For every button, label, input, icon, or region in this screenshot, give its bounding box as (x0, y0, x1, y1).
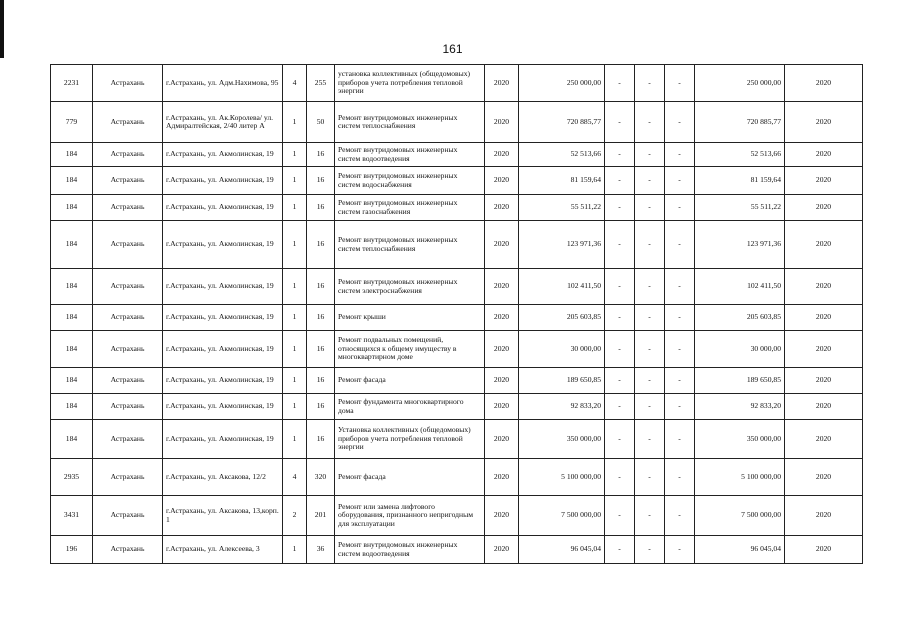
cell-work-type: Ремонт фундамента многоквартирного дома (335, 394, 485, 420)
cell-work-type: Ремонт внутридомовых инженерных систем теплоснабжения (335, 102, 485, 143)
cell-year: 2020 (485, 143, 519, 167)
cell-year: 2020 (485, 536, 519, 564)
cell-fund-cost: 720 885,77 (695, 102, 785, 143)
cell-year: 2020 (485, 269, 519, 305)
cell-source-local: - (665, 459, 695, 496)
cell-source-federal: - (605, 269, 635, 305)
cell-fund-cost: 92 833,20 (695, 394, 785, 420)
cell-total-cost: 250 000,00 (519, 65, 605, 102)
cell-row-id: 184 (51, 305, 93, 331)
cell-source-regional: - (635, 65, 665, 102)
table-row (51, 368, 863, 394)
cell-row-id: 3431 (51, 496, 93, 536)
cell-year: 2020 (485, 102, 519, 143)
table-row (51, 536, 863, 564)
cell-city: Астрахань (93, 143, 163, 167)
cell-fund-cost: 250 000,00 (695, 65, 785, 102)
cell-source-federal: - (605, 420, 635, 459)
cell-source-local: - (665, 143, 695, 167)
cell-row-id: 184 (51, 368, 93, 394)
cell-source-regional: - (635, 102, 665, 143)
cell-completion-year: 2020 (785, 195, 863, 221)
cell-address: г.Астрахань, ул. Аксакова, 13,корп. 1 (163, 496, 283, 536)
cell-source-local: - (665, 305, 695, 331)
cell-source-local: - (665, 195, 695, 221)
cell-year: 2020 (485, 496, 519, 536)
cell-apartments: 50 (307, 102, 335, 143)
cell-floors: 1 (283, 221, 307, 269)
cell-fund-cost: 123 971,36 (695, 221, 785, 269)
cell-fund-cost: 52 513,66 (695, 143, 785, 167)
cell-floors: 1 (283, 195, 307, 221)
cell-work-type: Ремонт внутридомовых инженерных систем газоснабжения (335, 195, 485, 221)
cell-apartments: 16 (307, 368, 335, 394)
cell-floors: 1 (283, 305, 307, 331)
cell-source-local: - (665, 420, 695, 459)
cell-source-federal: - (605, 459, 635, 496)
cell-year: 2020 (485, 331, 519, 368)
cell-row-id: 196 (51, 536, 93, 564)
cell-source-federal: - (605, 221, 635, 269)
cell-fund-cost: 96 045,04 (695, 536, 785, 564)
cell-row-id: 184 (51, 143, 93, 167)
cell-city: Астрахань (93, 167, 163, 195)
cell-completion-year: 2020 (785, 496, 863, 536)
cell-address: г.Астрахань, ул. Акмолинская, 19 (163, 305, 283, 331)
table-row (51, 331, 863, 368)
cell-apartments: 255 (307, 65, 335, 102)
cell-source-regional: - (635, 195, 665, 221)
cell-completion-year: 2020 (785, 394, 863, 420)
cell-year: 2020 (485, 368, 519, 394)
cell-year: 2020 (485, 420, 519, 459)
cell-fund-cost: 30 000,00 (695, 331, 785, 368)
cell-source-local: - (665, 269, 695, 305)
cell-work-type: Ремонт внутридомовых инженерных систем водоотведения (335, 143, 485, 167)
cell-work-type: Ремонт внутридомовых инженерных систем электроснабжения (335, 269, 485, 305)
cell-row-id: 184 (51, 195, 93, 221)
cell-source-regional: - (635, 496, 665, 536)
cell-fund-cost: 350 000,00 (695, 420, 785, 459)
cell-row-id: 184 (51, 167, 93, 195)
table-row (51, 167, 863, 195)
cell-source-local: - (665, 496, 695, 536)
cell-apartments: 16 (307, 420, 335, 459)
repair-program-table (50, 64, 863, 564)
cell-address: г.Астрахань, ул. Алексеева, 3 (163, 536, 283, 564)
cell-completion-year: 2020 (785, 305, 863, 331)
cell-year: 2020 (485, 195, 519, 221)
cell-city: Астрахань (93, 195, 163, 221)
cell-row-id: 2935 (51, 459, 93, 496)
cell-work-type: Ремонт или замена лифтового оборудования, признанного непригодным для эксплуатации (335, 496, 485, 536)
cell-year: 2020 (485, 305, 519, 331)
cell-source-regional: - (635, 305, 665, 331)
cell-total-cost: 102 411,50 (519, 269, 605, 305)
cell-row-id: 184 (51, 420, 93, 459)
cell-fund-cost: 205 603,85 (695, 305, 785, 331)
cell-work-type: установка коллективных (общедомовых) приборов учета потребления тепловой энергии (335, 65, 485, 102)
cell-total-cost: 30 000,00 (519, 331, 605, 368)
cell-year: 2020 (485, 65, 519, 102)
cell-source-federal: - (605, 65, 635, 102)
cell-address: г.Астрахань, ул. Адм.Нахимова, 95 (163, 65, 283, 102)
cell-address: г.Астрахань, ул. Акмолинская, 19 (163, 143, 283, 167)
cell-source-federal: - (605, 167, 635, 195)
cell-completion-year: 2020 (785, 143, 863, 167)
cell-completion-year: 2020 (785, 269, 863, 305)
cell-source-regional: - (635, 459, 665, 496)
cell-total-cost: 81 159,64 (519, 167, 605, 195)
table-row (51, 102, 863, 143)
cell-source-federal: - (605, 102, 635, 143)
cell-apartments: 16 (307, 305, 335, 331)
cell-address: г.Астрахань, ул. Акмолинская, 19 (163, 420, 283, 459)
cell-year: 2020 (485, 459, 519, 496)
table-row (51, 143, 863, 167)
cell-source-federal: - (605, 195, 635, 221)
cell-completion-year: 2020 (785, 167, 863, 195)
cell-completion-year: 2020 (785, 102, 863, 143)
cell-work-type: Ремонт внутридомовых инженерных систем теплоснабжения (335, 221, 485, 269)
cell-address: г.Астрахань, ул. Акмолинская, 19 (163, 167, 283, 195)
cell-city: Астрахань (93, 331, 163, 368)
cell-apartments: 320 (307, 459, 335, 496)
cell-apartments: 16 (307, 167, 335, 195)
cell-row-id: 184 (51, 221, 93, 269)
cell-row-id: 184 (51, 331, 93, 368)
cell-address: г.Астрахань, ул. Акмолинская, 19 (163, 331, 283, 368)
cell-apartments: 16 (307, 195, 335, 221)
table-row (51, 459, 863, 496)
cell-source-regional: - (635, 143, 665, 167)
cell-floors: 4 (283, 459, 307, 496)
cell-floors: 1 (283, 536, 307, 564)
cell-source-local: - (665, 167, 695, 195)
cell-source-local: - (665, 102, 695, 143)
cell-source-federal: - (605, 496, 635, 536)
cell-source-regional: - (635, 167, 665, 195)
cell-fund-cost: 55 511,22 (695, 195, 785, 221)
cell-year: 2020 (485, 221, 519, 269)
table-row (51, 269, 863, 305)
cell-source-federal: - (605, 143, 635, 167)
cell-work-type: Ремонт внутридомовых инженерных систем водоснабжения (335, 167, 485, 195)
cell-apartments: 36 (307, 536, 335, 564)
cell-total-cost: 350 000,00 (519, 420, 605, 459)
cell-source-local: - (665, 65, 695, 102)
cell-year: 2020 (485, 394, 519, 420)
cell-fund-cost: 102 411,50 (695, 269, 785, 305)
cell-floors: 1 (283, 368, 307, 394)
cell-floors: 1 (283, 143, 307, 167)
cell-completion-year: 2020 (785, 331, 863, 368)
cell-work-type: Ремонт подвальных помещений, относящихся к общему имуществу в многоквартирном доме (335, 331, 485, 368)
cell-address: г.Астрахань, ул. Акмолинская, 19 (163, 394, 283, 420)
cell-source-regional: - (635, 394, 665, 420)
cell-fund-cost: 81 159,64 (695, 167, 785, 195)
cell-city: Астрахань (93, 221, 163, 269)
cell-apartments: 16 (307, 143, 335, 167)
cell-row-id: 779 (51, 102, 93, 143)
cell-city: Астрахань (93, 65, 163, 102)
cell-source-federal: - (605, 536, 635, 564)
cell-total-cost: 55 511,22 (519, 195, 605, 221)
cell-total-cost: 52 513,66 (519, 143, 605, 167)
cell-source-regional: - (635, 420, 665, 459)
cell-floors: 2 (283, 496, 307, 536)
cell-source-federal: - (605, 305, 635, 331)
cell-work-type: Ремонт внутридомовых инженерных систем водоотведения (335, 536, 485, 564)
cell-source-federal: - (605, 331, 635, 368)
cell-floors: 1 (283, 167, 307, 195)
cell-apartments: 16 (307, 221, 335, 269)
cell-row-id: 184 (51, 269, 93, 305)
page-number: 161 (442, 42, 463, 56)
cell-completion-year: 2020 (785, 221, 863, 269)
table-row (51, 221, 863, 269)
cell-fund-cost: 7 500 000,00 (695, 496, 785, 536)
cell-floors: 1 (283, 420, 307, 459)
cell-total-cost: 123 971,36 (519, 221, 605, 269)
cell-city: Астрахань (93, 305, 163, 331)
cell-floors: 1 (283, 331, 307, 368)
table-row (51, 65, 863, 102)
cell-source-regional: - (635, 368, 665, 394)
cell-year: 2020 (485, 167, 519, 195)
table-row (51, 394, 863, 420)
cell-completion-year: 2020 (785, 65, 863, 102)
cell-fund-cost: 189 650,85 (695, 368, 785, 394)
cell-city: Астрахань (93, 394, 163, 420)
cell-address: г.Астрахань, ул. Ак.Королева/ ул. Адмиралтейская, 2/40 литер А (163, 102, 283, 143)
table-body (51, 65, 863, 564)
cell-city: Астрахань (93, 459, 163, 496)
cell-completion-year: 2020 (785, 536, 863, 564)
cell-work-type: Ремонт фасада (335, 459, 485, 496)
cell-completion-year: 2020 (785, 459, 863, 496)
cell-city: Астрахань (93, 420, 163, 459)
cell-city: Астрахань (93, 536, 163, 564)
cell-source-local: - (665, 394, 695, 420)
cell-source-local: - (665, 221, 695, 269)
cell-work-type: Ремонт крыши (335, 305, 485, 331)
cell-total-cost: 189 650,85 (519, 368, 605, 394)
table-row (51, 305, 863, 331)
cell-completion-year: 2020 (785, 368, 863, 394)
cell-source-federal: - (605, 368, 635, 394)
cell-fund-cost: 5 100 000,00 (695, 459, 785, 496)
cell-city: Астрахань (93, 269, 163, 305)
cell-source-regional: - (635, 221, 665, 269)
cell-source-federal: - (605, 394, 635, 420)
cell-total-cost: 7 500 000,00 (519, 496, 605, 536)
cell-city: Астрахань (93, 102, 163, 143)
cell-apartments: 201 (307, 496, 335, 536)
cell-address: г.Астрахань, ул. Акмолинская, 19 (163, 221, 283, 269)
cell-apartments: 16 (307, 269, 335, 305)
cell-work-type: Ремонт фасада (335, 368, 485, 394)
cell-total-cost: 92 833,20 (519, 394, 605, 420)
cell-row-id: 2231 (51, 65, 93, 102)
table-row (51, 195, 863, 221)
cell-floors: 4 (283, 65, 307, 102)
cell-total-cost: 5 100 000,00 (519, 459, 605, 496)
cell-work-type: Установка коллективных (общедомовых) приборов учета потребления тепловой энергии (335, 420, 485, 459)
cell-total-cost: 96 045,04 (519, 536, 605, 564)
cell-floors: 1 (283, 102, 307, 143)
cell-source-regional: - (635, 536, 665, 564)
cell-city: Астрахань (93, 496, 163, 536)
cell-city: Астрахань (93, 368, 163, 394)
cell-completion-year: 2020 (785, 420, 863, 459)
cell-source-local: - (665, 536, 695, 564)
table-row (51, 496, 863, 536)
cell-total-cost: 720 885,77 (519, 102, 605, 143)
cell-address: г.Астрахань, ул. Акмолинская, 19 (163, 269, 283, 305)
cell-apartments: 16 (307, 394, 335, 420)
cell-address: г.Астрахань, ул. Акмолинская, 19 (163, 368, 283, 394)
table-row (51, 420, 863, 459)
cell-floors: 1 (283, 269, 307, 305)
cell-source-regional: - (635, 331, 665, 368)
cell-address: г.Астрахань, ул. Аксакова, 12/2 (163, 459, 283, 496)
cell-source-local: - (665, 331, 695, 368)
cell-floors: 1 (283, 394, 307, 420)
cell-source-local: - (665, 368, 695, 394)
cell-address: г.Астрахань, ул. Акмолинская, 19 (163, 195, 283, 221)
cell-apartments: 16 (307, 331, 335, 368)
cell-row-id: 184 (51, 394, 93, 420)
cell-total-cost: 205 603,85 (519, 305, 605, 331)
cell-source-regional: - (635, 269, 665, 305)
